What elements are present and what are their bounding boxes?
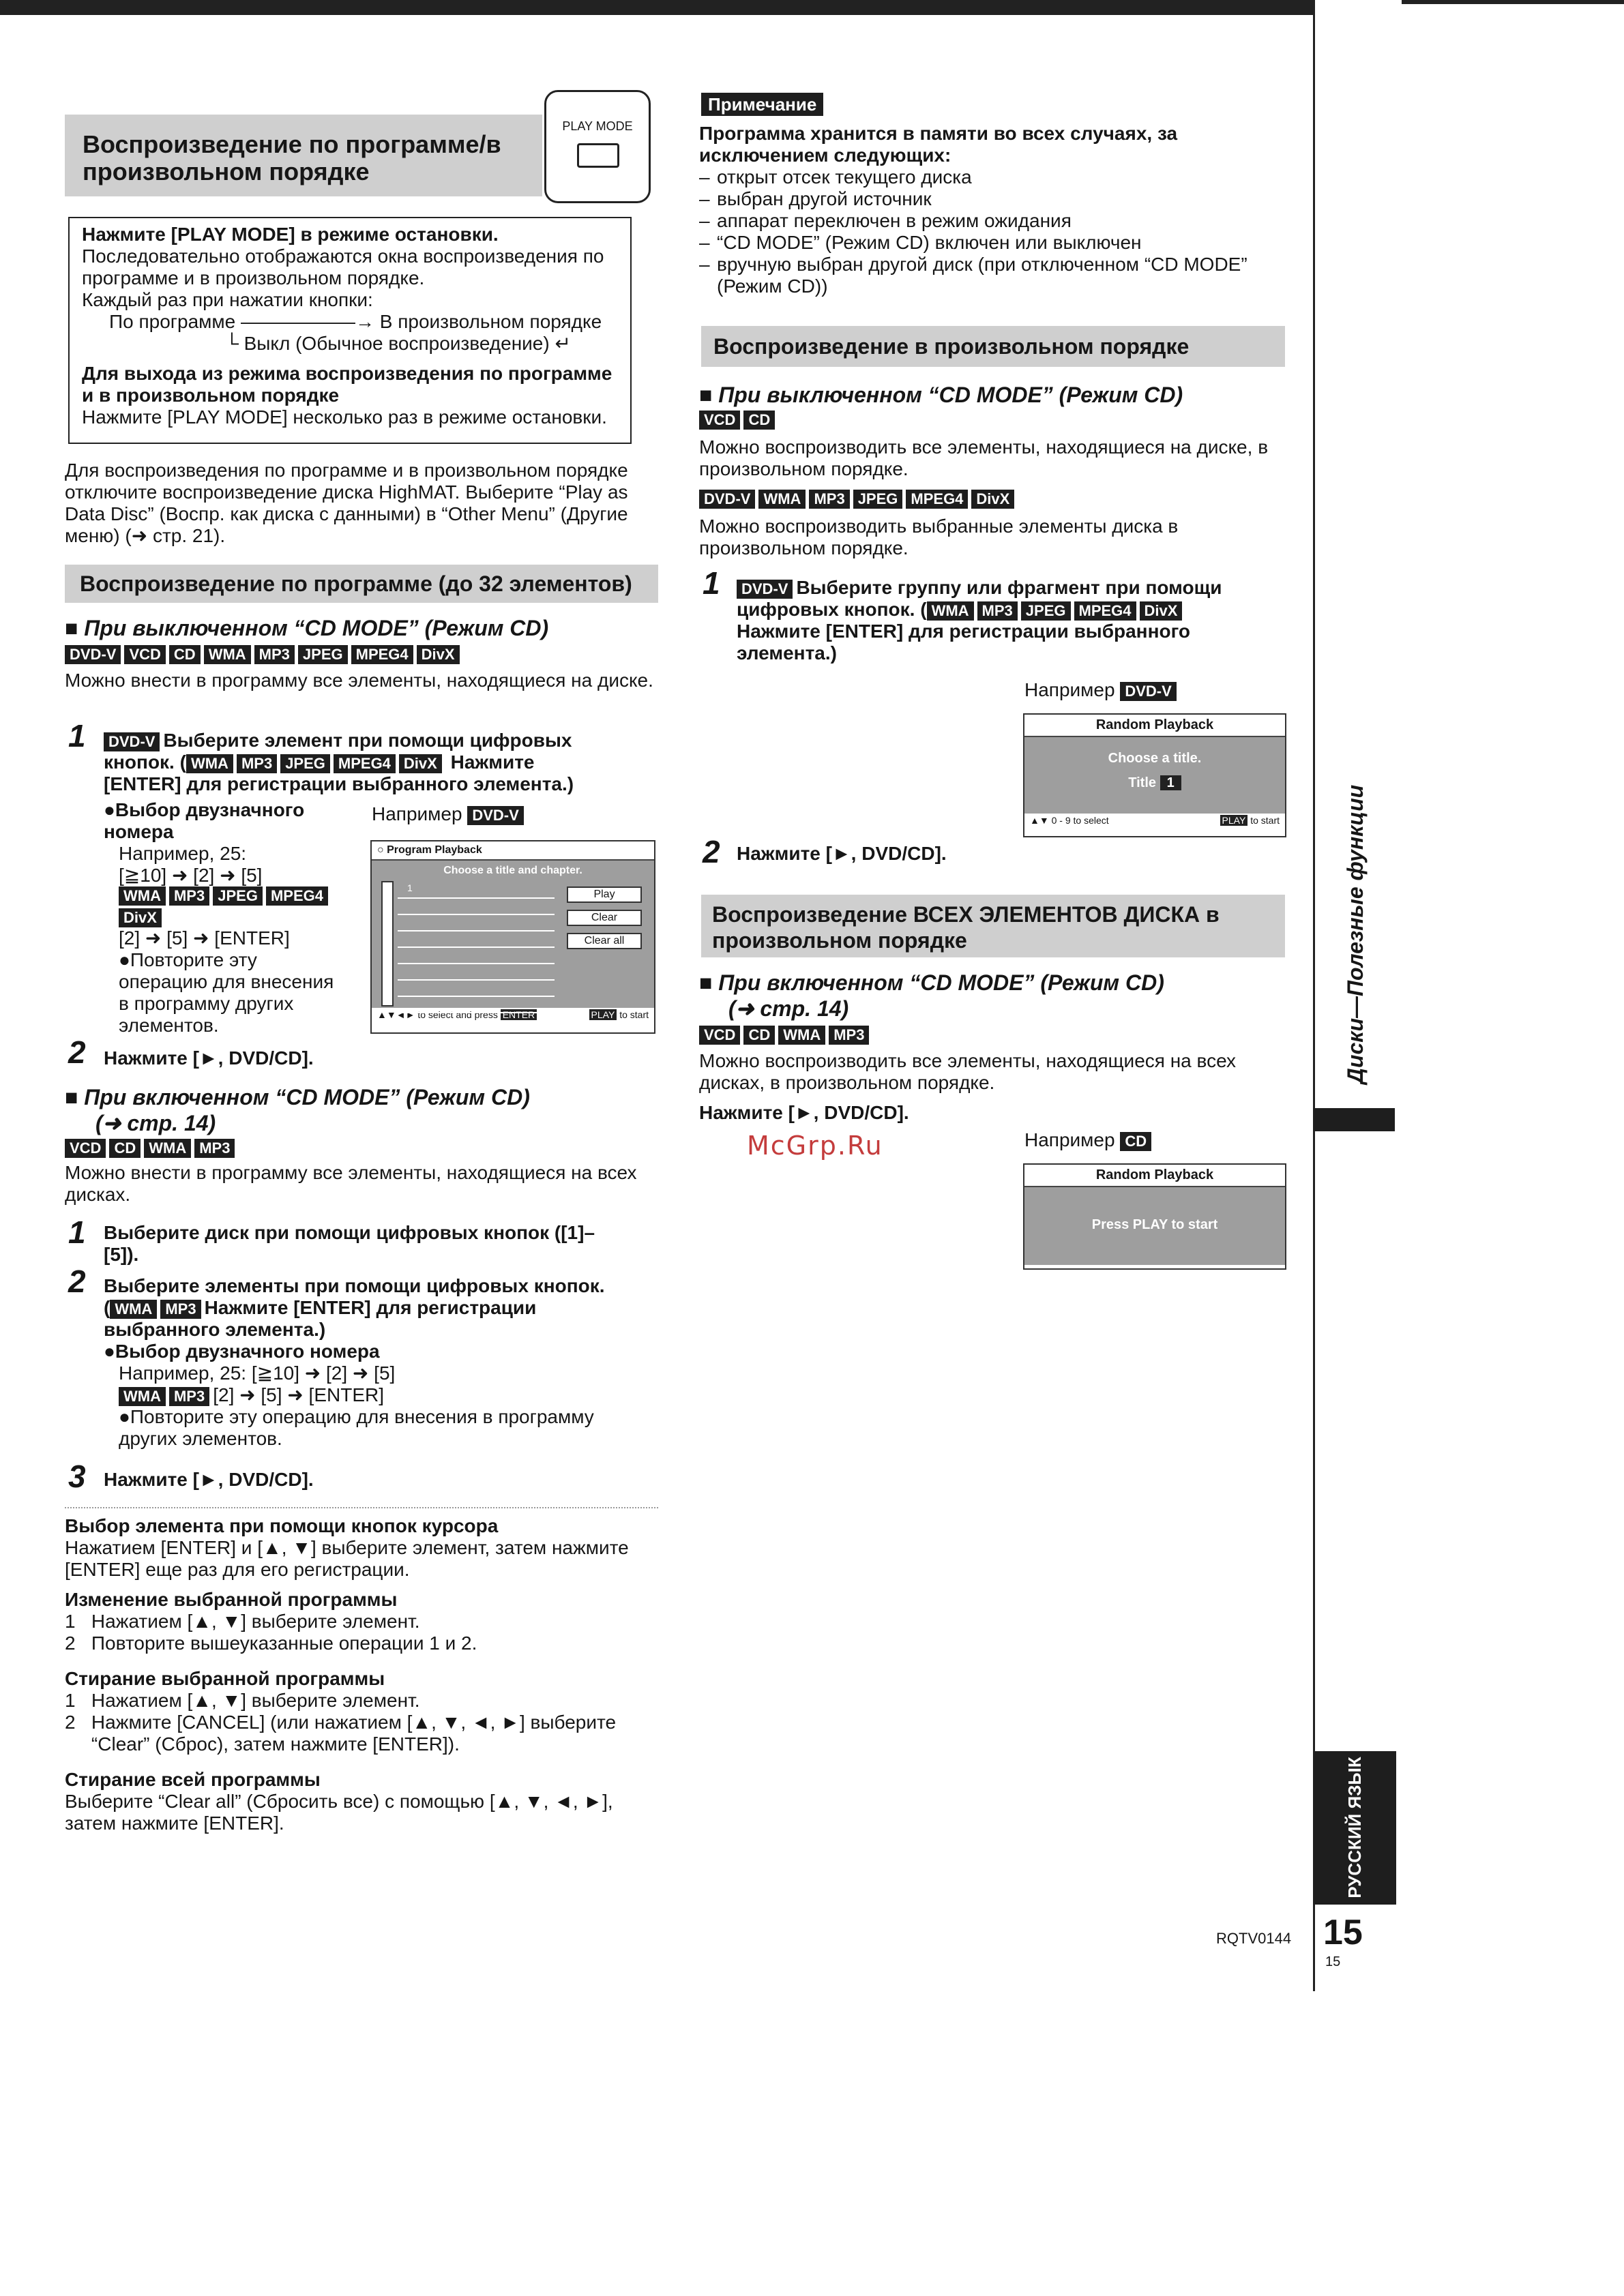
format-tag: JPEG: [1021, 601, 1071, 621]
format-tag: CD: [169, 645, 201, 664]
random-step2: Нажмите [►, DVD/CD].: [737, 843, 947, 864]
format-tag: WMA: [186, 754, 233, 773]
program-on-heading: ■ При включенном “CD MODE” (Режим CD): [65, 1085, 530, 1109]
title-value[interactable]: 1: [1160, 775, 1181, 790]
erase-all-block: [65, 1769, 658, 1834]
step-number-3: 3: [68, 1459, 86, 1494]
language-tab: [1313, 1751, 1396, 1905]
footer-enter: ENTER: [501, 1009, 537, 1020]
format-tag: MPEG4: [351, 645, 413, 664]
format-tag: DVD-V: [699, 490, 755, 509]
format-tag: MPEG4: [266, 886, 328, 906]
example-text: Например: [1024, 1129, 1115, 1150]
format-tag: VCD: [699, 411, 740, 430]
intro-bold: Нажмите [PLAY MODE] в режиме остановки.: [82, 224, 499, 245]
format-tag: DivX: [119, 908, 162, 927]
random-off-heading: ■ При выключенном “CD MODE” (Режим CD): [699, 383, 1183, 407]
all-random-text: Можно воспроизводить все элементы, находящиеся на всех дисках, в произвольном порядке.: [699, 1050, 1237, 1093]
step-number-1: 1: [68, 718, 86, 754]
program-off-tags: [65, 645, 463, 664]
all-random-on-heading-text: При включенном “CD MODE” (Режим CD): [718, 970, 1164, 995]
random-step1: [737, 577, 1282, 664]
format-tag: DivX: [417, 645, 460, 664]
cursor-heading: Выбор элемента при помощи кнопок курсора: [65, 1515, 499, 1536]
erase-block: Стирание выбранной программы 1 Нажатием [▲, ▼] выберите элемент. 2 Нажмите [CANCEL] (или нажатием [▲, ▼, ◄, ►] выберите “Clear” (Сброс), затем нажмите [ENTER]).: [65, 1668, 658, 1755]
format-tag: WMA: [758, 490, 806, 509]
play-button[interactable]: Play: [567, 886, 642, 903]
format-tag: WMA: [204, 645, 251, 664]
format-tag: MP3: [169, 1387, 209, 1406]
list-item: – вручную выбран другой диск (при отключенном “CD MODE” (Режим CD)): [699, 254, 1279, 297]
footer-right: to start: [1250, 815, 1280, 826]
random-section-title: Воспроизведение в произвольном порядке: [701, 326, 1285, 367]
program-off-heading-text: При выключенном “CD MODE” (Режим CD): [84, 616, 549, 640]
change-step2: Повторите вышеуказанные операции 1 и 2.: [91, 1632, 477, 1654]
step1-text-c: [ENTER] для регистрации выбранного элемента.): [104, 773, 574, 794]
cursor-block: [65, 1515, 658, 1581]
cycle-a: По программе: [109, 311, 236, 332]
footer-play: PLAY: [589, 1009, 617, 1020]
play-mode-button-icon: [577, 143, 619, 168]
on-repeat: ●Повторите эту операцию для внесения в программу других элементов.: [119, 1406, 594, 1449]
play-mode-button-illustration: [544, 90, 651, 203]
list-item[interactable]: [398, 899, 555, 915]
two-digit-tags: [104, 886, 363, 927]
format-tag: MPEG4: [334, 754, 396, 773]
erase-all-text: Выберите “Clear all” (Сбросить все) с помощью [▲, ▼, ◄, ►], затем нажмите [ENTER].: [65, 1791, 613, 1834]
format-tag: DVD-V: [65, 645, 121, 664]
two-digit-seq1: [≧10] ➜ [2] ➜ [5]: [119, 865, 263, 886]
list-item[interactable]: [398, 997, 555, 1013]
all-random-section-title: Воспроизведение ВСЕХ ЭЛЕМЕНТОВ ДИСКА в произвольном порядке: [701, 895, 1285, 957]
program-playback-screen: [370, 840, 655, 1034]
note-label: Примечание: [701, 93, 823, 116]
list-item[interactable]: [398, 948, 555, 964]
footer-play: PLAY: [1220, 815, 1248, 826]
title-label: Title: [1128, 775, 1157, 790]
all-random-example-label: [1024, 1129, 1155, 1151]
list-item: – аппарат переключен в режим ожидания: [699, 210, 1279, 232]
format-tag: MPEG4: [906, 490, 968, 509]
format-tag: WMA: [119, 886, 166, 906]
program-on-tags: [65, 1139, 238, 1158]
side-section-text: Диски—Полезные функции: [1343, 784, 1368, 1084]
format-tag: CD: [743, 411, 775, 430]
note-list: [699, 166, 1279, 297]
screen-title: Random Playback: [1024, 1165, 1285, 1187]
format-tag: DVD-V: [467, 806, 523, 825]
highmat-note: Для воспроизведения по программе и в произвольном порядке отключите воспроизведение диска HighMAT. Выберите “Play as Data Disc” (Воспр. как диска с данными) в “Other Menu” (Другие меню) (➜ стр. 21).: [65, 460, 628, 546]
two-digit-bullet: ●Выбор двузначного номера: [104, 799, 305, 842]
example-text: Например: [372, 803, 462, 824]
program-section-title: Воспроизведение по программе (до 32 элементов): [65, 565, 658, 603]
list-item[interactable]: [398, 915, 555, 931]
screen-title: ○ Program Playback: [372, 841, 654, 861]
format-tag: VCD: [65, 1139, 106, 1158]
random-off-heading-text: При выключенном “CD MODE” (Режим CD): [718, 383, 1183, 407]
program-on-step1: Выберите диск при помощи цифровых кнопок ([1]–[5]).: [104, 1222, 595, 1265]
intro-exit-heading: Для выхода из режима воспроизведения по программе и в произвольном порядке: [82, 363, 612, 406]
step1-text-b: кнопок. (: [104, 751, 186, 773]
list-item: – “CD MODE” (Режим CD) включен или выключен: [699, 232, 1279, 254]
format-tag: MP3: [160, 1300, 201, 1319]
format-tag: CD: [1120, 1132, 1151, 1151]
erase-heading: Стирание выбранной программы: [65, 1668, 385, 1689]
program-on-step2: Выберите элементы при помощи цифровых кнопок. ( WMA MP3 Нажмите [ENTER] для регистрации выбранного элемента.) ●Выбор двузначного номера Например, 25: [≧10] ➜ [2] ➜ [5] WMA MP3 [2] ➜ [5] ➜ [ENTER] ●Повторите эту операцию для внесения в программу других элементов.: [104, 1275, 649, 1450]
intro-exit-text: Нажмите [PLAY MODE] несколько раз в режиме остановки.: [82, 406, 607, 428]
list-item[interactable]: [398, 931, 555, 948]
screen-banner: Choose a title and chapter.: [443, 865, 582, 876]
program-example-label: [372, 803, 527, 825]
random-text-1: Можно воспроизводить все элементы, находящиеся на диске, в произвольном порядке.: [699, 436, 1269, 479]
two-digit-repeat: ●Повторите эту операцию для внесения в программу других элементов.: [119, 949, 334, 1036]
on-bullet: ●Выбор двузначного номера: [104, 1341, 380, 1362]
page-number-small: 15: [1325, 1954, 1341, 1969]
format-tag: MP3: [237, 754, 277, 773]
cursor-text: Нажатием [ENTER] и [▲, ▼] выберите элемент, затем нажмите [ENTER] еще раз для его регистрации.: [65, 1537, 629, 1580]
on-step2-b: Нажмите [ENTER] для регистрации выбранного элемента.): [104, 1297, 537, 1340]
format-tag: CD: [109, 1139, 141, 1158]
format-tag: WMA: [119, 1387, 166, 1406]
format-tag: VCD: [699, 1026, 740, 1045]
format-tag: WMA: [110, 1300, 157, 1319]
format-tag: JPEG: [298, 645, 348, 664]
random-step1-a: Выберите группу или фрагмент при помощи: [796, 577, 1222, 598]
screen-scrollbar[interactable]: [381, 881, 394, 1007]
program-two-digit: [104, 799, 363, 1037]
format-tag: WMA: [927, 601, 974, 621]
random-text-2: Можно воспроизводить выбранные элементы диска в произвольном порядке.: [699, 516, 1179, 558]
all-random-tags: [699, 1026, 872, 1045]
two-digit-example: Например, 25:: [119, 843, 247, 864]
program-on-text: Можно внести в программу все элементы, находящиеся на всех дисках.: [65, 1162, 637, 1205]
step-number-1: 1: [703, 565, 720, 601]
footer-right: to start: [619, 1009, 649, 1020]
page-title: Воспроизведение по программе/в произвольном порядке: [65, 115, 542, 196]
format-tag: MP3: [809, 490, 849, 509]
all-random-on-heading: ■ При включенном “CD MODE” (Режим CD): [699, 970, 1164, 995]
format-tag: DivX: [1140, 601, 1183, 621]
random-tags-2: [699, 490, 1018, 509]
play-mode-label: PLAY MODE: [562, 119, 633, 133]
format-tag: JPEG: [280, 754, 330, 773]
screen-body: [1024, 737, 1285, 814]
cycle-c: Выкл (Обычное воспроизведение): [243, 333, 550, 354]
list-item: – выбран другой источник: [699, 188, 1279, 210]
format-tag: MP3: [829, 1026, 869, 1045]
format-tag: MP3: [194, 1139, 235, 1158]
screen-body: [1024, 1187, 1285, 1265]
step-number-2: 2: [68, 1264, 86, 1299]
erase-step2: Нажмите [CANCEL] (или нажатием [▲, ▼, ◄, ►] выберите “Clear” (Сброс), затем нажмите [ENTER]).: [91, 1712, 617, 1755]
on-step2-a: Выберите элементы при помощи цифровых кнопок.: [104, 1275, 605, 1296]
erase-step1: Нажатием [▲, ▼] выберите элемент.: [91, 1690, 420, 1711]
format-tag: WMA: [778, 1026, 825, 1045]
screen-line2: [1024, 775, 1285, 791]
random-tags-1: [699, 411, 778, 430]
example-text: Например: [1024, 679, 1115, 700]
format-tag: DivX: [971, 490, 1014, 509]
program-off-heading: ■ При выключенном “CD MODE” (Режим CD): [65, 616, 549, 640]
format-tag: DVD-V: [737, 580, 793, 599]
random-step1-b: цифровых кнопок. (: [737, 599, 927, 620]
screen-body: [372, 861, 654, 1008]
format-tag: WMA: [144, 1139, 191, 1158]
list-item: – открыт отсек текущего диска: [699, 166, 1279, 188]
all-random-step: Нажмите [►, DVD/CD].: [699, 1102, 909, 1123]
intro-box: [68, 217, 632, 444]
step-number-1: 1: [68, 1214, 86, 1250]
watermark: McGrp.Ru: [747, 1131, 883, 1161]
format-tag: MPEG4: [1074, 601, 1136, 621]
program-step2: Нажмите [►, DVD/CD].: [104, 1047, 314, 1069]
format-tag: DVD-V: [1120, 682, 1176, 701]
intro-text: Последовательно отображаются окна воспроизведения по программе и в произвольном порядке.: [82, 245, 604, 288]
change-step1: Нажатием [▲, ▼] выберите элемент.: [91, 1611, 420, 1632]
screen-footer: [1024, 814, 1285, 827]
format-tag: MP3: [254, 645, 295, 664]
clear-all-button[interactable]: Clear all: [567, 933, 642, 949]
footer-left: ▲▼ 0 - 9 to select: [1030, 815, 1109, 826]
program-list: [398, 882, 555, 1013]
format-tag: CD: [743, 1026, 775, 1045]
random-step1-c: Нажмите [ENTER] для регистрации выбранного элемента.): [737, 621, 1190, 664]
on-example: Например, 25: [≧10] ➜ [2] ➜ [5]: [119, 1362, 396, 1384]
program-step1: [104, 730, 649, 795]
format-tag: JPEG: [853, 490, 903, 509]
program-on-heading-text: При включенном “CD MODE” (Режим CD): [84, 1085, 530, 1109]
step-number-2: 2: [703, 834, 720, 869]
screen-title-text: Program Playback: [387, 844, 482, 856]
format-tag: VCD: [124, 645, 165, 664]
list-item[interactable]: 1: [398, 882, 555, 899]
change-block: Изменение выбранной программы 1 Нажатием [▲, ▼] выберите элемент. 2 Повторите вышеуказанные операции 1 и 2.: [65, 1589, 658, 1654]
note-bold: Программа хранится в памяти во всех случаях, за исключением следующих:: [699, 123, 1178, 166]
cycle-line: По программе ——————→ В произвольном порядке: [109, 311, 602, 332]
language-tab-text: РУССКИЙ ЯЗЫК: [1344, 1757, 1365, 1898]
erase-all-heading: Стирание всей программы: [65, 1769, 321, 1790]
format-tag: MP3: [977, 601, 1018, 621]
top-band: [0, 0, 1313, 15]
format-tag: DVD-V: [104, 732, 160, 751]
screen-buttons: [567, 886, 642, 956]
cycle-line-2: └ Выкл (Обычное воспроизведение) ↵: [225, 333, 571, 354]
divider: [65, 1507, 658, 1508]
format-tag: MP3: [169, 886, 209, 906]
step-number-2: 2: [68, 1034, 86, 1070]
screen-line1: Choose a title.: [1108, 751, 1202, 766]
list-item[interactable]: [398, 981, 555, 997]
program-on-ref: (➜ стр. 14): [95, 1111, 216, 1135]
on-seq2: [2] ➜ [5] ➜ [ENTER]: [213, 1384, 384, 1405]
top-band-right: [1402, 0, 1624, 4]
side-section-label: [1313, 767, 1398, 1101]
format-tag: DivX: [399, 754, 442, 773]
two-digit-seq2: [2] ➜ [5] ➜ [ENTER]: [119, 927, 290, 949]
screen-title: Random Playback: [1024, 715, 1285, 737]
intro-text-2: Каждый раз при нажатии кнопки:: [82, 289, 373, 310]
program-on-step3: Нажмите [►, DVD/CD].: [104, 1469, 314, 1490]
all-random-screen: [1023, 1163, 1286, 1270]
step1-text-b-post: Нажмите: [450, 751, 535, 773]
all-random-on-ref: (➜ стр. 14): [728, 996, 849, 1021]
program-off-text: Можно внести в программу все элементы, находящиеся на диске.: [65, 670, 653, 691]
format-tag: JPEG: [213, 886, 263, 906]
clear-button[interactable]: Clear: [567, 910, 642, 926]
cycle-b: В произвольном порядке: [379, 311, 602, 332]
screen-line1: Press PLAY to start: [1091, 1217, 1218, 1232]
footer-left: ▲▼◄► to select and press: [377, 1009, 498, 1020]
change-heading: Изменение выбранной программы: [65, 1589, 398, 1610]
step1-text-a: Выберите элемент при помощи цифровых: [163, 730, 572, 751]
side-tab-marker: [1313, 1108, 1395, 1131]
list-item[interactable]: [398, 964, 555, 981]
page-number: 15: [1323, 1913, 1363, 1952]
doc-code: RQTV0144: [1216, 1930, 1292, 1947]
random-example-label: [1024, 679, 1180, 701]
random-playback-screen: [1023, 713, 1286, 837]
